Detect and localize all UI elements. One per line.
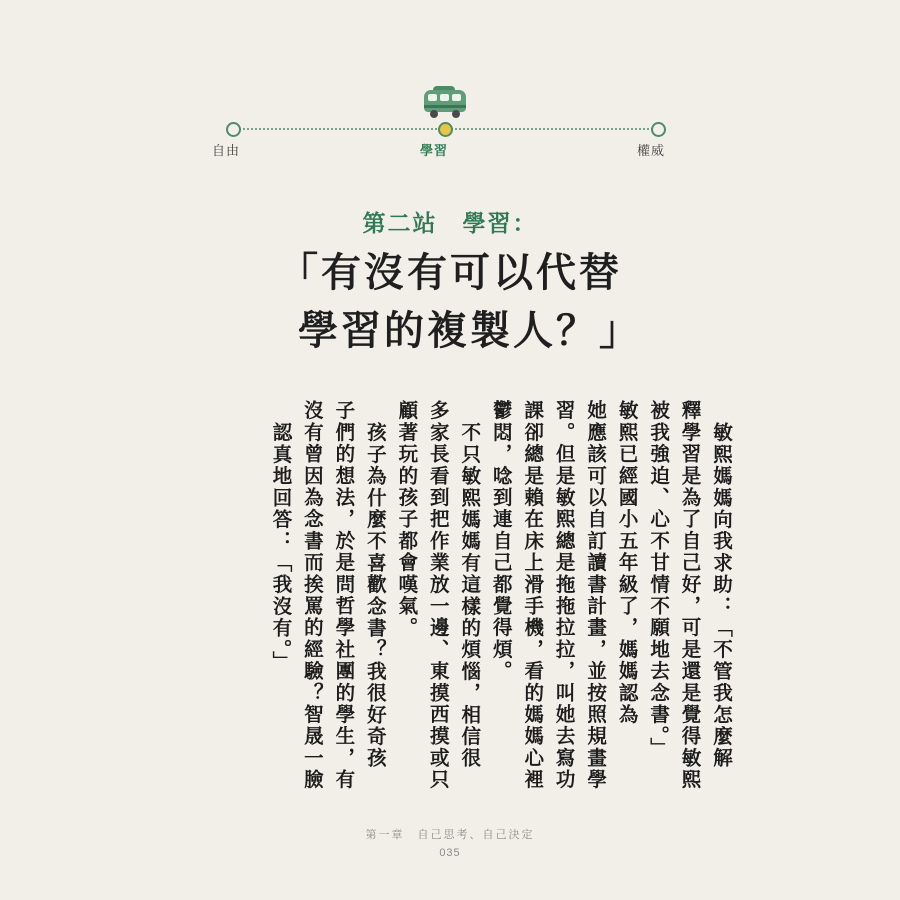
- body-text-column: 不只敏熙媽媽有這樣的煩惱，相信很: [458, 422, 480, 770]
- bus-icon: [422, 86, 468, 120]
- bus-wheel: [430, 110, 438, 118]
- body-text-column: 孩子為什麼不喜歡念書？我很好奇孩: [363, 422, 385, 770]
- body-text-column: 顧著玩的孩子都會嘆氣。: [395, 400, 417, 639]
- journey-label-end: 權威: [637, 143, 666, 158]
- journey-progress-indicator: [0, 78, 900, 168]
- page-title: [0, 244, 900, 360]
- page-title-line-2: 學習的複製人？」: [298, 308, 642, 353]
- bus-window: [428, 94, 437, 101]
- body-text-column: 她應該可以自訂讀書計畫，並按照規畫學: [584, 400, 606, 791]
- body-text-column: 多家長看到把作業放一邊、東摸西摸或只: [426, 400, 448, 791]
- bus-window: [440, 94, 449, 101]
- journey-label-current: 學習: [420, 143, 449, 158]
- body-text-column: 敏熙媽媽向我求助：「不管我怎麼解: [710, 422, 731, 770]
- journey-node-end: [651, 122, 666, 137]
- bus-stripe: [424, 105, 466, 108]
- bus-wheel: [452, 110, 460, 118]
- body-text-column: 課卻總是賴在床上滑手機，看的媽媽心裡: [521, 400, 543, 791]
- body-text-column: 習。但是敏熙總是拖拖拉拉，叫她去寫功: [552, 400, 574, 791]
- footer-page-number: 035: [439, 847, 461, 859]
- body-text-column: 被我強迫、心不甘情不願地去念書。」: [647, 400, 669, 760]
- bus-window: [452, 94, 461, 101]
- journey-label-start: 自由: [212, 143, 241, 158]
- body-text: [170, 400, 730, 800]
- journey-node-current: [438, 122, 453, 137]
- footer-chapter-label: 第一章 自己思考、自己決定: [365, 829, 535, 841]
- body-text-column: 子們的想法，於是問哲學社團的學生，有: [332, 400, 354, 791]
- body-text-column: 敏熙已經國小五年級了，媽媽認為: [615, 400, 637, 726]
- page-footer: [0, 826, 900, 859]
- station-title: 第二站 學習：: [362, 211, 538, 236]
- journey-node-start: [226, 122, 241, 137]
- body-text-column: 認真地回答：「我沒有。」: [269, 422, 291, 673]
- page-title-line-1: 「有沒有可以代替: [278, 250, 622, 295]
- body-text-column: 鬱悶，唸到連自己都覺得煩。: [489, 400, 511, 683]
- body-text-column: 釋學習是為了自己好，可是還是覺得敏熙: [678, 400, 700, 791]
- body-text-column: 沒有曾因為念書而挨罵的經驗？智晟一臉: [300, 400, 322, 791]
